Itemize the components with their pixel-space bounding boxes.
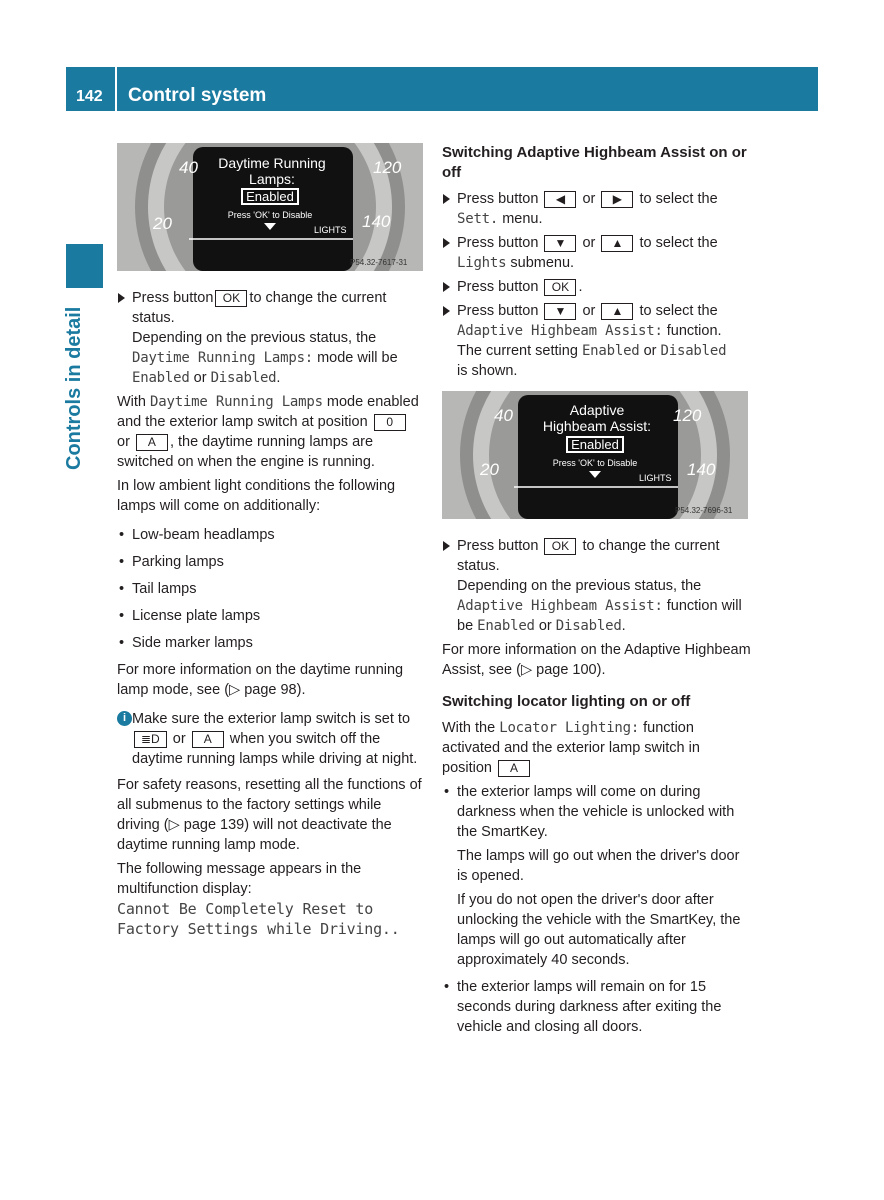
up-key: ▲	[601, 235, 633, 252]
message-intro: The following message appears in the multifunction display:	[117, 861, 362, 897]
drl-paragraph: With Daytime Running Lamps mode enabled and the exterior lamp switch at position 0 or A , the daytime running lamps are switched on when the engine is running.	[117, 394, 419, 470]
list-item: • the exterior lamps will remain on for 15 seconds during darkness after exiting the vehicle and closing all doors.	[442, 977, 752, 1037]
auto-key: A	[192, 731, 224, 748]
page-title: Control system	[128, 85, 267, 106]
figure-adaptive-highbeam-assist	[442, 391, 748, 519]
display-menu: LIGHTS	[314, 225, 347, 235]
list-item: • Parking lamps	[117, 552, 423, 572]
safety-paragraph: For safety reasons, resetting all the functions of all submenus to the factory settings while driving (▷ page 139) will not deactivate the daytime running lamp mode.	[117, 777, 422, 853]
auto-key: A	[136, 434, 168, 451]
display-title-1: Adaptive	[569, 402, 625, 418]
header-divider	[115, 67, 117, 111]
locator-paragraph: With the Locator Lighting: function activated and the exterior lamp switch in position A	[442, 720, 700, 776]
auto-key: A	[498, 760, 530, 777]
section-heading-locator: Switching locator lighting on or off	[442, 693, 691, 710]
display-message-2: Factory Settings while Driving..	[117, 920, 400, 938]
display-title-1: Daytime Running	[218, 155, 326, 171]
step-change-status: Press button OK to change the current status. Depending on the previous status, the Daytime Running Lamps: mode will be Enabled or Disabled.	[117, 288, 423, 388]
aha-reference: For more information on the Adaptive Highbeam Assist, see (▷ page 100).	[442, 642, 751, 678]
ambient-paragraph: In low ambient light conditions the following lamps will come on additionally:	[117, 478, 396, 514]
ok-key: OK	[215, 290, 247, 307]
page-header	[66, 67, 818, 111]
left-column	[117, 143, 423, 939]
display-hint: Press 'OK' to Disable	[552, 458, 638, 468]
down-key: ▼	[544, 235, 576, 252]
list-item: • Side marker lamps	[117, 633, 423, 653]
step-select-function: Press button ▼ or ▲ to select the Adaptive Highbeam Assist: function. The current setting Enabled or Disabled is shown.	[442, 301, 752, 381]
display-hint: Press 'OK' to Disable	[227, 210, 313, 220]
display-status: Enabled	[246, 189, 294, 204]
side-tab-label: Controls in detail	[63, 306, 85, 470]
step-change-status: Press button OK to change the current status. Depending on the previous status, the Adaptive Highbeam Assist: function will be Enabled or Disabled.	[442, 536, 752, 636]
left-key: ◀	[544, 191, 576, 208]
right-column	[442, 143, 752, 1044]
display-title-2: Lamps:	[249, 171, 295, 187]
step-select-menu: Press button ◀ or ▶ to select the Sett. menu.	[442, 189, 752, 229]
position-0-key: 0	[374, 414, 406, 431]
gauge-tr: 120	[373, 158, 402, 177]
ok-key: OK	[544, 538, 576, 555]
up-key: ▲	[601, 303, 633, 320]
gauge-bl: 20	[480, 460, 499, 479]
display-title-2: Highbeam Assist:	[542, 418, 652, 434]
gauge-bl: 20	[153, 214, 172, 233]
gauge-br: 140	[362, 212, 391, 231]
headlamp-key: ≣D	[134, 731, 167, 748]
section-heading-aha: Switching Adaptive Highbeam Assist on or off	[442, 144, 747, 181]
figure-code: P54.32-7696-31	[675, 506, 733, 515]
drl-reference: For more information on the daytime running lamp mode, see (▷ page 98).	[117, 662, 404, 698]
list-item: • Tail lamps	[117, 579, 423, 599]
step-select-submenu: Press button ▼ or ▲ to select the Lights submenu.	[442, 233, 752, 273]
display-status: Enabled	[571, 437, 619, 452]
display-menu: LIGHTS	[639, 473, 672, 483]
right-key: ▶	[601, 191, 633, 208]
list-item: • the exterior lamps will come on during darkness when the vehicle is unlocked with the SmartKey. The lamps will go out when the driver's door is opened. If you do not open the driver's door after unlocking the vehicle with the SmartKey, the lamps will go out automatically after approximately 40 seconds.	[442, 782, 752, 970]
info-note: i Make sure the exterior lamp switch is set to ≣D or A when you switch off the daytime running lamps while driving at night.	[117, 709, 423, 769]
info-icon: i	[117, 711, 132, 726]
figure-code: P54.32-7617-31	[350, 258, 408, 267]
down-key: ▼	[544, 303, 576, 320]
list-item: • Low-beam headlamps	[117, 525, 423, 545]
gauge-tl: 40	[494, 406, 513, 425]
gauge-br: 140	[687, 460, 716, 479]
gauge-tr: 120	[673, 406, 702, 425]
side-tab-marker	[66, 244, 103, 288]
list-item: • License plate lamps	[117, 606, 423, 626]
figure-daytime-running-lamps	[117, 143, 423, 271]
ok-key: OK	[544, 279, 576, 296]
page-number: 142	[76, 88, 103, 105]
display-message-1: Cannot Be Completely Reset to	[117, 900, 374, 918]
gauge-tl: 40	[179, 158, 198, 177]
step-press-ok: Press button OK .	[442, 277, 752, 297]
